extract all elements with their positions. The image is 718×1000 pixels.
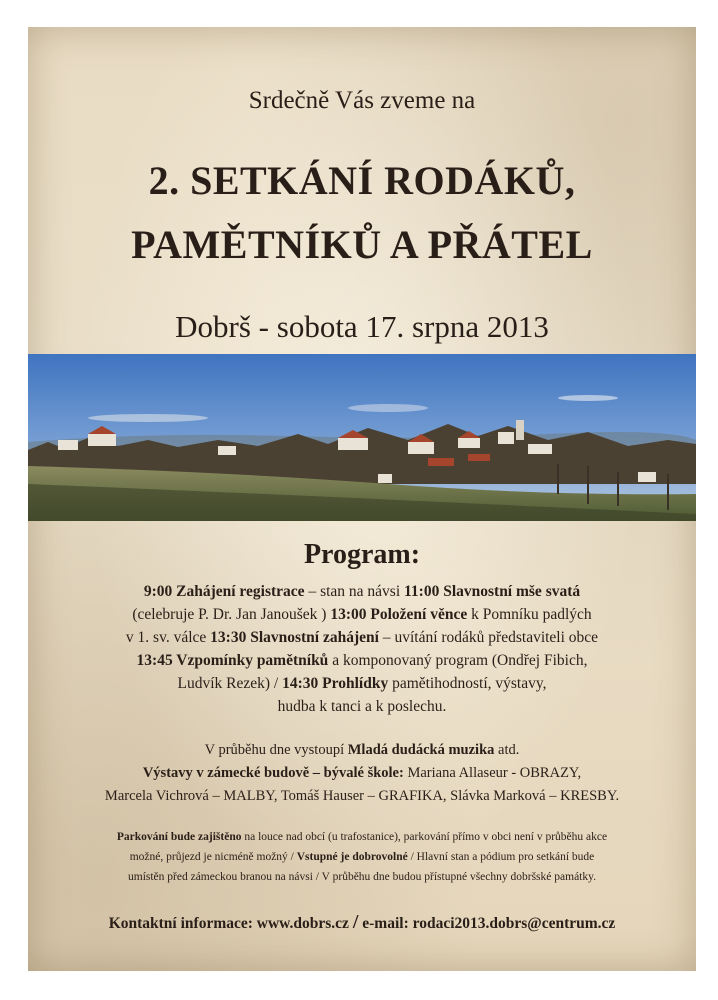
event-title <box>28 149 696 277</box>
program-line <box>88 580 636 603</box>
title-line-1: 2. SETKÁNÍ RODÁKŮ, <box>148 158 576 203</box>
event-date: Dobrš - sobota 17. srpna 2013 <box>175 309 549 344</box>
program-line <box>88 672 636 695</box>
program-time-label: 11:00 Slavnostní mše svatá <box>404 583 581 600</box>
contact-separator: / <box>352 911 359 933</box>
program-text: Ludvík Rezek) / <box>177 675 283 692</box>
title-line-2: PAMĚTNÍKŮ A PŘÁTEL <box>131 222 593 267</box>
note-text: na louce nad obcí (u trafostanice), parkování přímo v obci není v průběhu akce <box>241 831 608 843</box>
program-line <box>88 626 636 649</box>
email-link[interactable]: rodaci2013.dobrs@centrum.cz <box>412 915 616 932</box>
note-line <box>68 847 656 867</box>
program-time-label: 13:30 Slavnostní zahájení <box>210 629 379 646</box>
info-bold: Výstavy v zámecké budově – bývalé škole: <box>142 765 404 781</box>
program-text: (celebruje P. Dr. Jan Janoušek ) <box>132 606 331 623</box>
program-text: k Pomníku padlých <box>467 606 592 623</box>
note-text: / Hlavní stan a pódium pro setkání bude <box>407 851 595 863</box>
program-line <box>88 649 636 672</box>
note-bold: Vstupné je dobrovolné <box>296 851 408 863</box>
note-line <box>68 827 656 847</box>
intro-text: Srdečně Vás zveme na <box>248 87 476 114</box>
info-bold: Mladá dudácká muzika <box>347 742 495 758</box>
note-line <box>68 867 656 887</box>
panorama-illustration <box>28 354 696 521</box>
village-panorama-photo <box>28 354 696 521</box>
program-line <box>88 603 636 626</box>
info-text: Marcela Vichrová – MALBY, Tomáš Hauser – GRAFIKA, Slávka Marková – KRESBY. <box>104 788 620 804</box>
info-text: Mariana Allaseur - OBRAZY, <box>403 765 582 781</box>
info-line <box>48 739 676 762</box>
info-line <box>48 785 676 808</box>
note-text: možné, průjezd je nicméně možný / <box>129 851 297 863</box>
program-time-label: 9:00 Zahájení registrace <box>143 583 305 600</box>
program-time-label: 13:00 Položení věnce <box>330 606 468 623</box>
contact-label: Kontaktní informace: <box>108 915 253 932</box>
program-text: hudba k tanci a k poslechu. <box>277 698 447 715</box>
poster <box>28 27 696 971</box>
info-line <box>48 762 676 785</box>
program-text: – stan na návsi <box>304 583 405 600</box>
program-time-label: 14:30 Prohlídky <box>282 675 389 692</box>
program-text: – uvítání rodáků představiteli obce <box>378 629 599 646</box>
email-label: e-mail: <box>362 915 409 932</box>
practical-notes <box>68 827 656 887</box>
note-bold: Parkování bude zajištěno <box>116 831 242 843</box>
program-text: v 1. sv. válce <box>125 629 211 646</box>
contact-info <box>28 911 696 934</box>
info-text: atd. <box>494 742 520 758</box>
website-link[interactable]: www.dobrs.cz <box>256 915 349 932</box>
program-schedule <box>88 580 636 718</box>
exhibitions-info <box>48 739 676 808</box>
info-text: V průběhu dne vystoupí <box>204 742 348 758</box>
program-heading: Program: <box>303 539 421 570</box>
program-line <box>88 695 636 718</box>
note-text: umístěn před zámeckou branou na návsi / V průběhu dne budou přístupné všechny dobršské památky. <box>128 871 596 883</box>
program-text: pamětihodností, výstavy, <box>388 675 547 692</box>
program-text: a komponovaný program (Ondřej Fibich, <box>328 652 588 669</box>
program-time-label: 13:45 Vzpomínky pamětníků <box>136 652 329 669</box>
